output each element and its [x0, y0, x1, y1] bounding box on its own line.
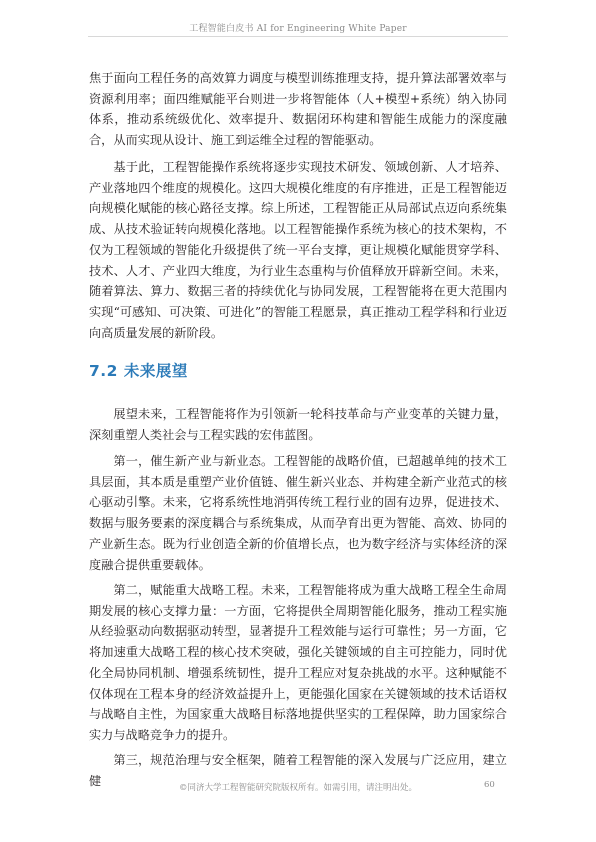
paragraph-point-two: 第二，赋能重大战略工程。未来，工程智能将成为重大战略工程全生命周期发展的核心支撑力量：一方面，它将提供全周期智能化服务，推动工程实施从经验驱动向数据驱动转型，显著提升工程效能与运行可靠性；另一方面，它将加速重大战略工程的核心技术突破，强化关键领域的自主可控能力，同时优化全局协同机制、增强系统韧性，提升工程应对复杂挑战的水平。这种赋能不仅体现在工程本身的经济效益提升上，更能强化国家在关键领域的技术话语权与战略自主性，为国家重大战略目标落地提供坚实的工程保障，助力国家综合实力与战略竞争力的提升。 [89, 583, 507, 742]
paragraph-point-one: 第一，催生新产业与新业态。工程智能的战略价值，已超越单纯的技术工具层面，其本质是重塑产业价值链、催生新兴业态、并构建全新产业范式的核心驱动引擎。未来，它将系统性地消弭传统工程行业的固有边界，促进技术、数据与服务要素的深度耦合与系统集成，从而孕育出更为智能、高效、协同的产业新生态。既为行业创造全新的价值增长点，也为数字经济与实体经济的深度融合提供重要载体。 [89, 454, 507, 572]
paragraph-point-three: 第三，规范治理与安全框架，随着工程智能的深入发展与广泛应用，建立健 [89, 753, 507, 788]
copyright-footer: ©同济大学工程智能研究院版权所有。如需引用，请注明出处。 [178, 783, 417, 793]
running-header: 工程智能白皮书 AI for Engineering White Paper [189, 24, 407, 34]
paragraph-summary: 基于此，工程智能操作系统将逐步实现技术研发、领域创新、人才培养、产业落地四个维度的规模化。这四大规模化维度的有序推进，正是工程智能迈向规模化赋能的核心路径支撑。综上所述，工程智能正从局部试点迈向系统集成、从技术验证转向规模化落地。以工程智能操作系统为核心的技术架构，不仅为工程领域的智能化升级提供了统一平台支撑，更让规模化赋能贯穿学科、技术、人才、产业四大维度，为行业生态重构与价值释放开辟新空间。未来，随着算法、算力、数据三者的持续优化与协同发展，工程智能将在更大范围内实现“可感知、可决策、可进化”的智能工程愿景，真正推动工程学科和行业迈向高质量发展的新阶段。 [89, 160, 507, 340]
page-number: 60 [484, 780, 495, 790]
header-divider [88, 36, 508, 37]
section-heading: 7.2 未来展望 [89, 362, 188, 380]
paragraph-continuation: 焦于面向工程任务的高效算力调度与模型训练推理支持，提升算法部署效率与资源利用率；面四维赋能平台则进一步将智能体（人+模型+系统）纳入协同体系，推动系统级优化、效率提升、数据闭环构建和智能生成能力的深度融合，从而实现从设计、施工到运维全过程的智能驱动。 [89, 71, 507, 148]
paragraph-outlook-intro: 展望未来，工程智能将作为引领新一轮科技革命与产业变革的关键力量，深刻重塑人类社会与工程实践的宏伟蓝图。 [89, 407, 507, 442]
